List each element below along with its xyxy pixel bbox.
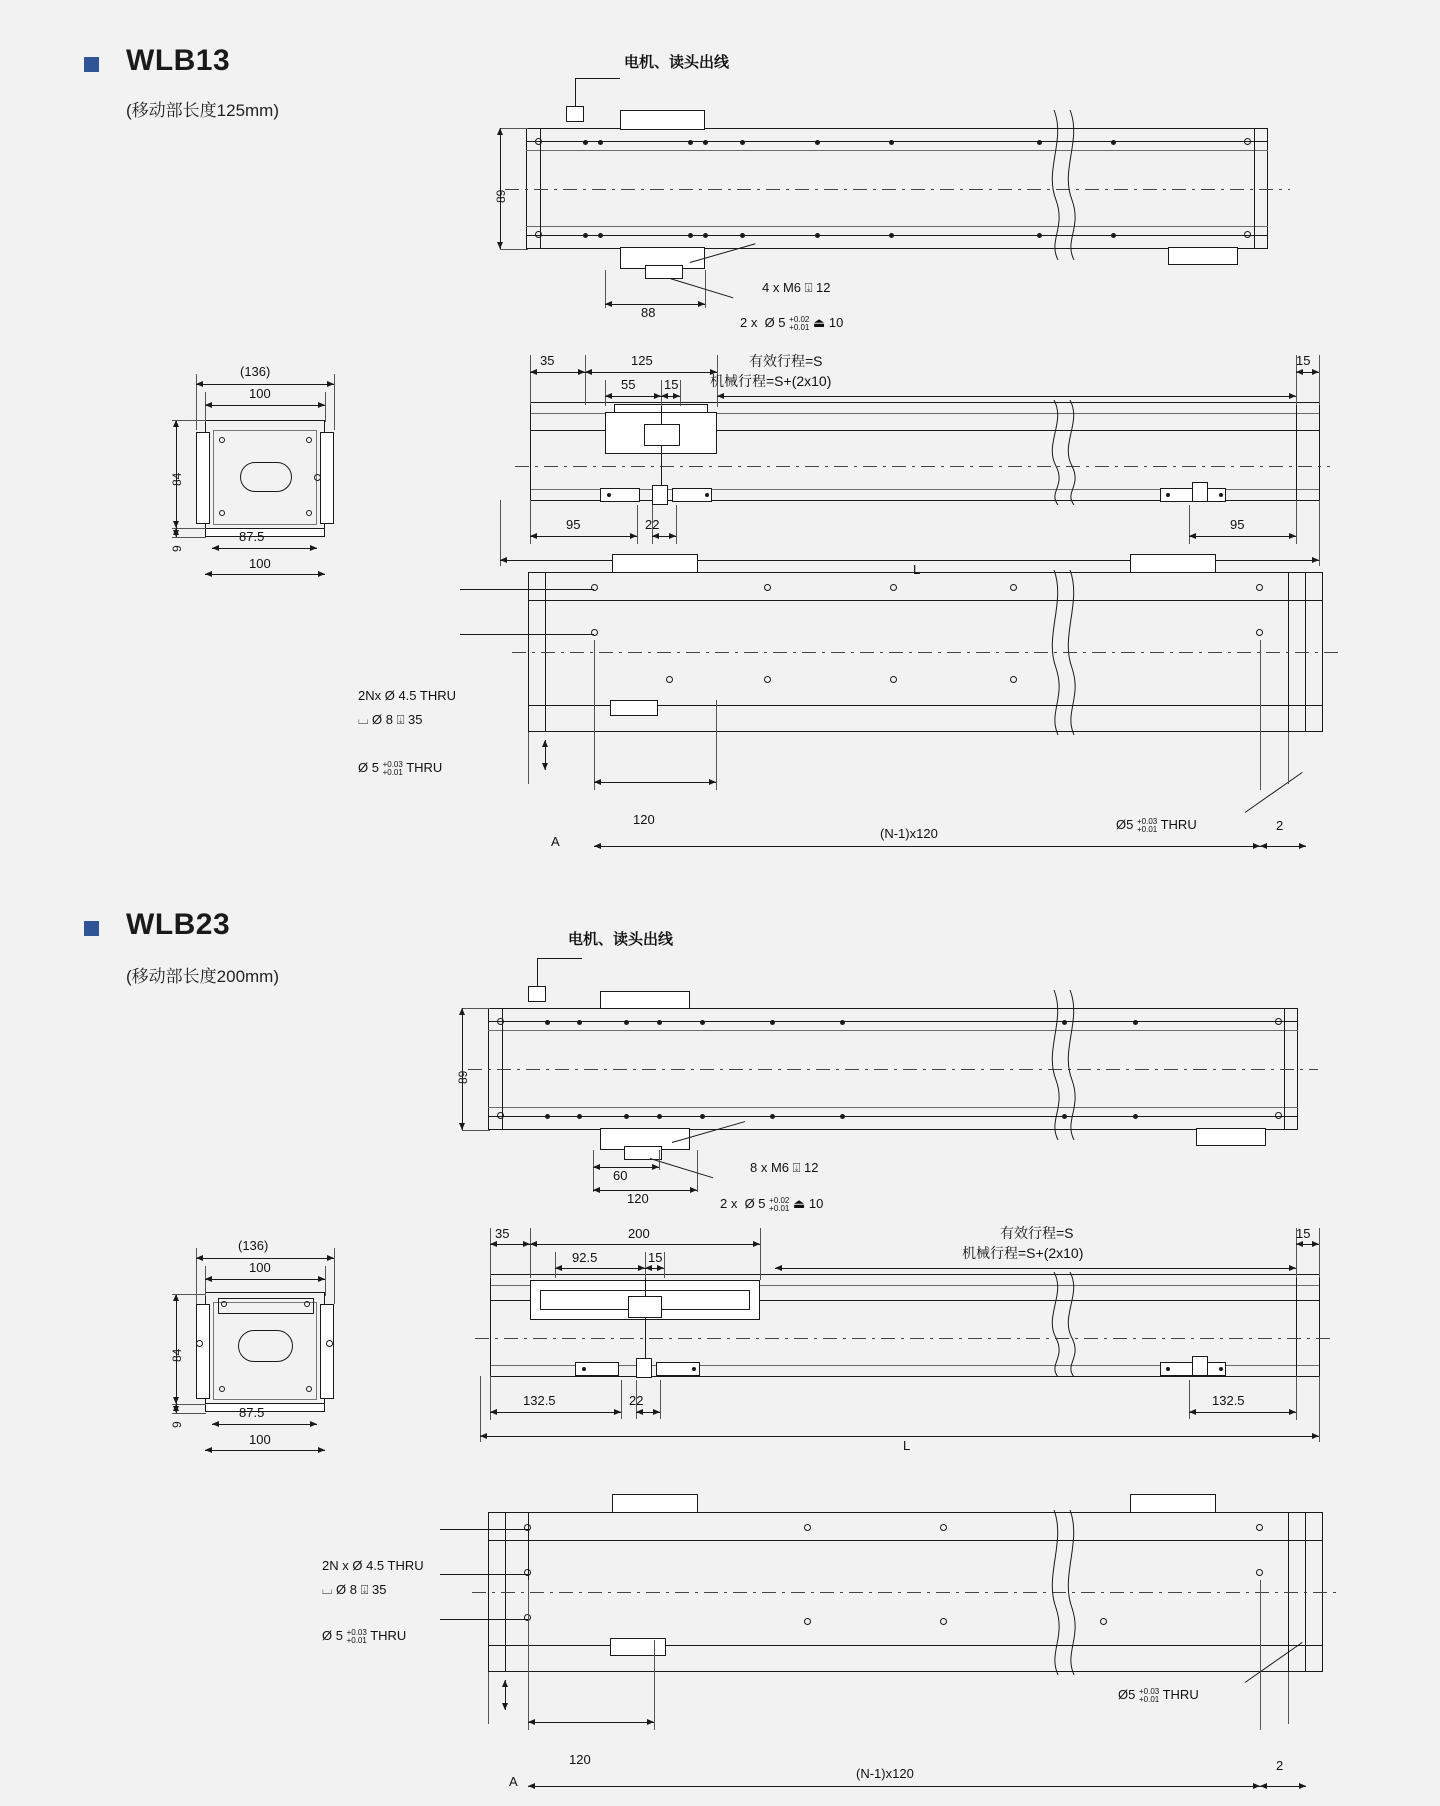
mount-hole bbox=[804, 1524, 811, 1531]
ext-line bbox=[1296, 1376, 1297, 1420]
mount-hole bbox=[940, 1618, 947, 1625]
plan-line bbox=[528, 600, 1323, 601]
dim-15 bbox=[645, 1268, 664, 1269]
side-mount-right bbox=[320, 1304, 334, 1399]
screw-hole bbox=[889, 233, 894, 238]
dim-136 bbox=[196, 384, 334, 385]
dim-label-84: 84 bbox=[170, 1348, 184, 1362]
connector-right bbox=[1130, 554, 1216, 573]
section-title-wlb13: WLB13 bbox=[126, 44, 231, 77]
ext-line bbox=[172, 1294, 206, 1295]
ext-line bbox=[1288, 1672, 1289, 1724]
carriage-pin-block bbox=[624, 1146, 662, 1160]
screw-hole bbox=[815, 140, 820, 145]
body-line bbox=[488, 1021, 1298, 1022]
screw-hole bbox=[657, 1020, 662, 1025]
dim-55 bbox=[605, 396, 661, 397]
callout-m6-wlb13: 4 x M6 ⍗ 12 bbox=[762, 280, 831, 295]
screw-hole bbox=[535, 231, 542, 238]
dim-label-89: 89 bbox=[456, 1070, 470, 1084]
cable-lead bbox=[575, 78, 620, 79]
side-mount-left bbox=[196, 432, 210, 524]
carriage-block bbox=[628, 1296, 662, 1318]
dim-label-2: 2 bbox=[1276, 1758, 1284, 1773]
limit-block bbox=[610, 700, 658, 716]
dim-label-125: 125 bbox=[631, 353, 653, 368]
dim-125 bbox=[585, 372, 717, 373]
front-line bbox=[490, 1274, 491, 1376]
front-line bbox=[530, 402, 1320, 403]
dim-label-15-right: 15 bbox=[1296, 353, 1311, 368]
mount-hole bbox=[890, 676, 897, 683]
screw-hole bbox=[688, 140, 693, 145]
screw-hole bbox=[700, 1114, 705, 1119]
ext-line bbox=[1296, 500, 1297, 544]
callout-cable-wlb23: 电机、读头出线 bbox=[568, 931, 674, 948]
dim-label-2: 2 bbox=[1276, 818, 1284, 833]
dim-132-5-right bbox=[1189, 1412, 1296, 1413]
mount-hole bbox=[1256, 1569, 1263, 1576]
mount-hole bbox=[764, 676, 771, 683]
center-line bbox=[475, 1338, 1335, 1339]
slider-block-left bbox=[600, 488, 640, 502]
screw-hole bbox=[1133, 1020, 1138, 1025]
screw-hole bbox=[624, 1020, 629, 1025]
dim-95-left bbox=[530, 536, 637, 537]
dim-132-5-left bbox=[490, 1412, 621, 1413]
ext-line bbox=[325, 392, 326, 422]
section-subtitle-wlb13: (移动部长度125mm) bbox=[126, 101, 280, 120]
screw-hole bbox=[1244, 231, 1251, 238]
dim-15 bbox=[661, 396, 680, 397]
callout-thru3-wlb13: Ø 5 +0.03 +0.01 THRU bbox=[358, 759, 443, 777]
dim-label-A: A bbox=[551, 834, 560, 849]
dim-100-top bbox=[205, 1279, 325, 1280]
dim-87-5 bbox=[212, 548, 317, 549]
leader-line bbox=[1245, 772, 1303, 813]
dim-A-tick bbox=[545, 740, 546, 770]
side-screw bbox=[306, 1386, 312, 1392]
dim-22 bbox=[636, 1412, 660, 1413]
screw-hole bbox=[700, 1020, 705, 1025]
screw-hole bbox=[1219, 493, 1223, 497]
side-foot bbox=[205, 1403, 325, 1412]
slider-block-right2 bbox=[1192, 1356, 1208, 1376]
screw-hole bbox=[607, 493, 611, 497]
ext-line bbox=[325, 1266, 326, 1296]
break-symbol bbox=[1040, 990, 1082, 1140]
screw-hole bbox=[1166, 1367, 1170, 1371]
callout-thru4-wlb13: Ø5 +0.03 +0.01 THRU bbox=[1116, 816, 1197, 834]
dim-100-bottom bbox=[205, 1450, 325, 1451]
dim-label-132-5-right: 132.5 bbox=[1212, 1393, 1245, 1408]
dim-label-95-left: 95 bbox=[566, 517, 581, 532]
body-line bbox=[526, 226, 1268, 227]
dim-label-136: (136) bbox=[238, 1238, 269, 1253]
callout-pin-wlb13: 2 x Ø 5 +0.02 +0.01 ⏏ 10 bbox=[740, 314, 844, 332]
side-screw bbox=[219, 510, 225, 516]
dim-label-95-right: 95 bbox=[1230, 517, 1245, 532]
screw-hole bbox=[1166, 493, 1170, 497]
dim-label-92-5: 92.5 bbox=[572, 1250, 598, 1265]
ext-line bbox=[680, 380, 681, 406]
callout-m6-wlb23: 8 x M6 ⍗ 12 bbox=[750, 1160, 819, 1175]
screw-hole bbox=[1275, 1018, 1282, 1025]
dim-label-22: 22 bbox=[629, 1393, 644, 1408]
screw-hole bbox=[583, 233, 588, 238]
callout-thru2-wlb13: ⌴ Ø 8 ⍗ 35 bbox=[358, 712, 423, 727]
dim-label-136: (136) bbox=[240, 364, 271, 379]
body-line bbox=[526, 141, 1268, 142]
carriage-pin-block bbox=[645, 265, 683, 279]
dim-label-L: L bbox=[913, 562, 921, 577]
dim-label-89: 89 bbox=[494, 189, 508, 203]
ext-line bbox=[462, 1130, 490, 1131]
dim-15-right bbox=[1296, 372, 1319, 373]
dim-n1x120 bbox=[528, 1786, 1260, 1787]
ext-line bbox=[528, 732, 529, 784]
leader-line bbox=[460, 634, 594, 635]
dim-label-88: 88 bbox=[641, 305, 656, 320]
dim-label-132-5-left: 132.5 bbox=[523, 1393, 556, 1408]
ext-line bbox=[1260, 1580, 1261, 1730]
screw-hole bbox=[535, 138, 542, 145]
dim-n1x120 bbox=[594, 846, 1260, 847]
ext-line bbox=[1319, 500, 1320, 566]
screw-hole bbox=[497, 1112, 504, 1119]
ext-line bbox=[528, 1580, 529, 1730]
ext-line bbox=[334, 1248, 335, 1304]
carriage-top bbox=[600, 991, 690, 1009]
connector-right bbox=[1130, 1494, 1216, 1513]
side-screw bbox=[326, 1340, 333, 1347]
body-line bbox=[488, 1107, 1298, 1108]
screw-hole bbox=[840, 1114, 845, 1119]
mount-hole bbox=[764, 584, 771, 591]
break-symbol bbox=[1040, 1272, 1082, 1377]
screw-hole bbox=[582, 1367, 586, 1371]
screw-hole bbox=[577, 1114, 582, 1119]
front-line bbox=[490, 1376, 1320, 1377]
dim-label-55: 55 bbox=[621, 377, 636, 392]
dim-stroke bbox=[717, 396, 1296, 397]
ext-line bbox=[654, 1640, 655, 1730]
callout-thru1-wlb13: 2Nx Ø 4.5 THRU bbox=[358, 688, 457, 703]
screw-hole bbox=[770, 1020, 775, 1025]
ext-line bbox=[500, 128, 528, 129]
break-symbol bbox=[1040, 570, 1082, 735]
screw-hole bbox=[598, 140, 603, 145]
connector-right bbox=[1196, 1128, 1266, 1146]
screw-hole bbox=[705, 493, 709, 497]
cable-lead bbox=[537, 958, 538, 986]
mount-hole bbox=[940, 1524, 947, 1531]
dim-2 bbox=[1260, 1786, 1306, 1787]
dim-label-120: 120 bbox=[627, 1191, 649, 1206]
dim-100-top bbox=[205, 405, 325, 406]
screw-hole bbox=[1244, 138, 1251, 145]
front-line bbox=[1319, 1274, 1320, 1376]
ext-line bbox=[462, 1008, 490, 1009]
connector-left bbox=[612, 554, 698, 573]
screw-hole bbox=[740, 233, 745, 238]
dim-label-100-bottom: 100 bbox=[249, 1432, 271, 1447]
mount-hole bbox=[1100, 1618, 1107, 1625]
dim-label-n1x120: (N-1)x120 bbox=[856, 1766, 914, 1781]
dim-L bbox=[480, 1436, 1319, 1437]
dim-15-right bbox=[1296, 1244, 1319, 1245]
screw-hole bbox=[692, 1367, 696, 1371]
mount-hole bbox=[1010, 584, 1017, 591]
ext-line bbox=[585, 355, 586, 405]
leader-line bbox=[440, 1529, 528, 1530]
dim-label-A: A bbox=[509, 1774, 518, 1789]
callout-cable-wlb13: 电机、读头出线 bbox=[624, 54, 730, 71]
leader-line bbox=[440, 1619, 528, 1620]
ext-line bbox=[593, 1150, 594, 1192]
dim-label-120: 120 bbox=[569, 1752, 591, 1767]
ext-line bbox=[676, 505, 677, 544]
section-bullet-wlb13 bbox=[84, 57, 99, 72]
side-screw bbox=[219, 437, 225, 443]
dim-100-bottom bbox=[205, 574, 325, 575]
screw-hole bbox=[770, 1114, 775, 1119]
stroke-label-1: 有效行程=S bbox=[749, 353, 823, 369]
ext-line bbox=[172, 1413, 206, 1414]
dim-label-100-top: 100 bbox=[249, 1260, 271, 1275]
body-line bbox=[488, 1030, 1298, 1031]
dim-label-35: 35 bbox=[495, 1226, 510, 1241]
screw-hole bbox=[1219, 1367, 1223, 1371]
dim-label-22: 22 bbox=[645, 517, 660, 532]
ext-line bbox=[621, 1380, 622, 1419]
dim-22 bbox=[652, 536, 676, 537]
dim-9 bbox=[176, 528, 177, 537]
stroke-label-2: 机械行程=S+(2x10) bbox=[962, 1245, 1084, 1261]
dim-92-5 bbox=[555, 1268, 645, 1269]
side-screw bbox=[304, 1301, 310, 1307]
break-symbol bbox=[1040, 400, 1082, 505]
ext-line bbox=[760, 1228, 761, 1280]
dim-label-15: 15 bbox=[648, 1250, 663, 1265]
mount-hole bbox=[1256, 1524, 1263, 1531]
screw-hole bbox=[740, 140, 745, 145]
screw-hole bbox=[703, 233, 708, 238]
dim-136 bbox=[196, 1258, 334, 1259]
dim-87-5 bbox=[212, 1424, 317, 1425]
side-screw bbox=[219, 1386, 225, 1392]
side-screw bbox=[221, 1301, 227, 1307]
side-mount-left bbox=[196, 1304, 210, 1399]
front-line bbox=[1319, 402, 1320, 500]
dim-200 bbox=[530, 1244, 760, 1245]
dim-95-right bbox=[1189, 536, 1296, 537]
ext-line bbox=[1319, 355, 1320, 405]
side-mount-right bbox=[320, 432, 334, 524]
dim-89 bbox=[500, 128, 501, 249]
ext-line bbox=[500, 249, 528, 250]
screw-hole bbox=[657, 1114, 662, 1119]
center-line bbox=[515, 466, 1330, 467]
ext-line bbox=[1260, 640, 1261, 790]
cable-exit-block bbox=[528, 986, 546, 1002]
dim-label-87-5: 87.5 bbox=[239, 1405, 265, 1420]
body-line bbox=[526, 235, 1268, 236]
side-screw bbox=[196, 1340, 203, 1347]
mount-hole bbox=[1010, 676, 1017, 683]
screw-hole bbox=[1133, 1114, 1138, 1119]
screw-hole bbox=[583, 140, 588, 145]
connector-left bbox=[612, 1494, 698, 1513]
screw-hole bbox=[703, 140, 708, 145]
connector-right bbox=[1168, 247, 1238, 265]
ext-line bbox=[334, 374, 335, 430]
dim-label-15-right: 15 bbox=[1296, 1226, 1311, 1241]
screw-hole bbox=[598, 233, 603, 238]
ext-line bbox=[530, 1228, 531, 1278]
carriage-top bbox=[620, 110, 705, 130]
dim-label-100-top: 100 bbox=[249, 386, 271, 401]
body-line bbox=[526, 150, 1268, 151]
screw-hole bbox=[1111, 233, 1116, 238]
dim-label-87-5: 87.5 bbox=[239, 529, 265, 544]
section-title-wlb23: WLB23 bbox=[126, 908, 231, 941]
dim-label-120: 120 bbox=[633, 812, 655, 827]
ext-line bbox=[172, 420, 206, 421]
ext-line bbox=[1319, 1376, 1320, 1442]
slider-block-right2 bbox=[1192, 482, 1208, 502]
mount-hole bbox=[1256, 584, 1263, 591]
screw-hole bbox=[815, 233, 820, 238]
plan-line bbox=[488, 1540, 1323, 1541]
screw-hole bbox=[497, 1018, 504, 1025]
side-top-plate bbox=[218, 1298, 314, 1314]
screw-hole bbox=[577, 1020, 582, 1025]
mount-hole bbox=[804, 1618, 811, 1625]
dim-9 bbox=[176, 1404, 177, 1413]
ext-line bbox=[697, 1150, 698, 1192]
dim-label-L: L bbox=[903, 1438, 911, 1453]
callout-pin-wlb23: 2 x Ø 5 +0.02 +0.01 ⏏ 10 bbox=[720, 1195, 824, 1213]
screw-hole bbox=[889, 140, 894, 145]
screw-hole bbox=[545, 1114, 550, 1119]
slider-block-mid bbox=[652, 485, 668, 505]
ext-line bbox=[660, 1380, 661, 1419]
front-line bbox=[1296, 1274, 1297, 1376]
mount-hole bbox=[1256, 629, 1263, 636]
section-subtitle-wlb23: (移动部长度200mm) bbox=[126, 967, 280, 986]
front-line bbox=[490, 1274, 1320, 1275]
center-line bbox=[505, 189, 1290, 190]
dim-label-15: 15 bbox=[664, 377, 679, 392]
carriage-block bbox=[644, 424, 680, 446]
dim-89 bbox=[462, 1008, 463, 1130]
side-slot bbox=[238, 1330, 293, 1362]
ext-line bbox=[172, 537, 206, 538]
section-bullet-wlb23 bbox=[84, 921, 99, 936]
cable-exit-block bbox=[566, 106, 584, 122]
break-symbol bbox=[1040, 110, 1082, 260]
cable-lead bbox=[537, 958, 582, 959]
screw-hole bbox=[1275, 1112, 1282, 1119]
dim-label-84: 84 bbox=[170, 472, 184, 486]
leader-line bbox=[440, 1574, 528, 1575]
mount-hole bbox=[890, 584, 897, 591]
screw-hole bbox=[840, 1020, 845, 1025]
dim-label-9: 9 bbox=[170, 1421, 184, 1428]
front-line bbox=[1296, 402, 1297, 500]
ext-line bbox=[530, 355, 531, 405]
ext-line bbox=[490, 1228, 491, 1278]
side-slot bbox=[240, 462, 292, 492]
callout-thru3-wlb23: Ø 5 +0.03 +0.01 THRU bbox=[322, 1627, 407, 1645]
side-screw bbox=[306, 437, 312, 443]
ext-line bbox=[1319, 1228, 1320, 1278]
dim-label-100-bottom: 100 bbox=[249, 556, 271, 571]
dim-120 bbox=[528, 1722, 654, 1723]
dim-120 bbox=[594, 782, 716, 783]
stroke-label-2: 机械行程=S+(2x10) bbox=[710, 373, 832, 389]
dim-label-60: 60 bbox=[613, 1168, 628, 1183]
dim-label-35: 35 bbox=[540, 353, 555, 368]
side-screw bbox=[306, 510, 312, 516]
screw-hole bbox=[624, 1114, 629, 1119]
slider-block-mid bbox=[636, 1358, 652, 1378]
front-line bbox=[530, 402, 531, 500]
side-foot bbox=[205, 528, 325, 537]
center-line bbox=[472, 1592, 1342, 1593]
leader-line bbox=[460, 589, 594, 590]
ext-line bbox=[664, 1252, 665, 1278]
body-line bbox=[488, 1116, 1298, 1117]
dim-35 bbox=[530, 372, 585, 373]
dim-35 bbox=[490, 1244, 530, 1245]
leader-line bbox=[670, 278, 733, 298]
limit-block bbox=[610, 1638, 666, 1656]
callout-thru4-wlb23: Ø5 +0.03 +0.01 THRU bbox=[1118, 1686, 1199, 1704]
center-line bbox=[512, 652, 1342, 653]
ext-line bbox=[637, 505, 638, 544]
screw-hole bbox=[1111, 140, 1116, 145]
dim-label-200: 200 bbox=[628, 1226, 650, 1241]
cable-lead bbox=[575, 78, 576, 106]
callout-thru1-wlb23: 2N x Ø 4.5 THRU bbox=[322, 1558, 424, 1573]
ext-line bbox=[594, 640, 595, 790]
screw-hole bbox=[545, 1020, 550, 1025]
screw-hole bbox=[688, 233, 693, 238]
ext-line bbox=[716, 700, 717, 790]
center-line bbox=[468, 1069, 1318, 1070]
dim-2 bbox=[1260, 846, 1306, 847]
mount-hole bbox=[666, 676, 673, 683]
dim-label-n1x120: (N-1)x120 bbox=[880, 826, 938, 841]
ext-line bbox=[488, 1672, 489, 1724]
dim-A-tick bbox=[505, 1680, 506, 1710]
ext-line bbox=[1288, 732, 1289, 784]
break-symbol bbox=[1040, 1510, 1082, 1675]
dim-stroke bbox=[775, 1268, 1296, 1269]
callout-thru2-wlb23: ⌴ Ø 8 ⍗ 35 bbox=[322, 1582, 387, 1597]
stroke-label-1: 有效行程=S bbox=[1000, 1225, 1074, 1241]
dim-label-9: 9 bbox=[170, 545, 184, 552]
side-screw bbox=[314, 474, 321, 481]
